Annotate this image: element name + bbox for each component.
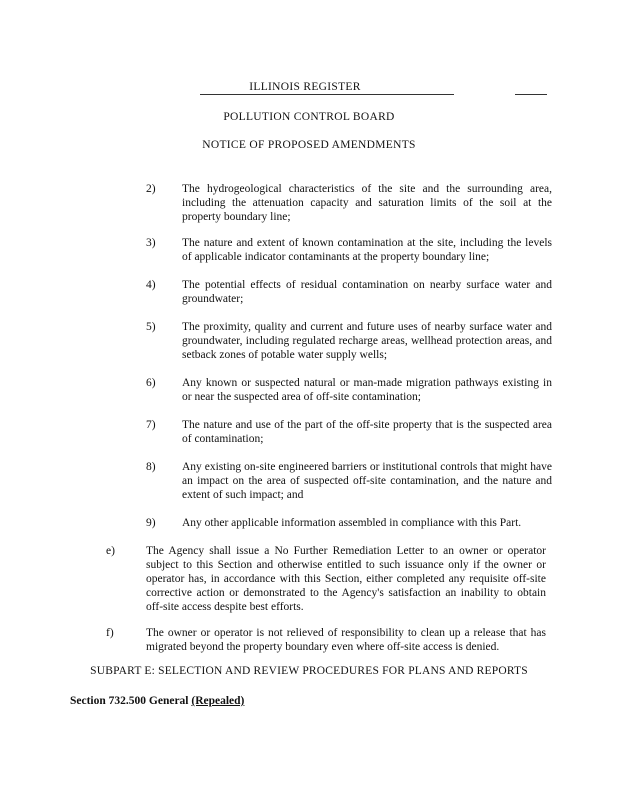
item-number: 5)	[146, 321, 156, 333]
item-text: The nature and use of the part of the off-site property that is the suspected area of contamination;	[182, 419, 552, 445]
section-heading	[70, 694, 244, 708]
item-number: 2)	[146, 183, 156, 195]
item-number: 8)	[146, 461, 156, 473]
header-rule-left	[200, 94, 454, 95]
item-text: Any known or suspected natural or man-made migration pathways existing in or near the suspected area of off-site contamination;	[182, 377, 552, 403]
item-number: 6)	[146, 377, 156, 389]
header-rule-right	[515, 94, 547, 95]
item-text: The proximity, quality and current and future uses of nearby surface water and groundwater, including regulated recharge areas, wellhead protection areas, and setback zones of potable water supply wells;	[182, 321, 552, 361]
item-number: 3)	[146, 237, 156, 249]
subsection-letter: e)	[106, 545, 115, 557]
item-number: 9)	[146, 517, 156, 529]
item-text: The hydrogeological characteristics of the site and the surrounding area, including the attenuation capacity and saturation limits of the soil at the property boundary line;	[182, 183, 552, 223]
item-text: The nature and extent of known contamination at the site, including the levels of applicable indicator contaminants at the property boundary line;	[182, 237, 552, 263]
section-title: Section 732.500 General	[70, 695, 189, 707]
subsection-letter: f)	[106, 627, 114, 639]
register-title	[0, 80, 618, 94]
subsection-text: The owner or operator is not relieved of responsibility to clean up a release that has migrated beyond the property boundary even where off-site access is denied.	[146, 627, 546, 653]
item-text: Any existing on-site engineered barriers or institutional controls that might have an impact on the area of suspected off-site contamination, and the nature and extent of such impact; and	[182, 461, 552, 501]
subpart-heading: SUBPART E: SELECTION AND REVIEW PROCEDURES FOR PLANS AND REPORTS	[90, 665, 528, 677]
item-number: 7)	[146, 419, 156, 431]
repealed-label: (Repealed)	[191, 695, 245, 707]
item-number: 4)	[146, 279, 156, 291]
item-text: Any other applicable information assembled in compliance with this Part.	[182, 517, 522, 529]
subsection-text: The Agency shall issue a No Further Remediation Letter to an owner or operator subject to this Section and otherwise entitled to such issuance only if the owner or operator has, in accordance with this Section, either completed any requisite off-site corrective action or demonstrated to the Agency's satisfaction an inability to obtain off-site access despite best efforts.	[146, 545, 546, 613]
item-text: The potential effects of residual contamination on nearby surface water and groundwater;	[182, 279, 552, 305]
register-header	[0, 80, 618, 96]
board-name: POLLUTION CONTROL BOARD	[223, 111, 395, 123]
notice-title: NOTICE OF PROPOSED AMENDMENTS	[202, 139, 416, 151]
register-title-text: ILLINOIS REGISTER	[249, 81, 361, 93]
